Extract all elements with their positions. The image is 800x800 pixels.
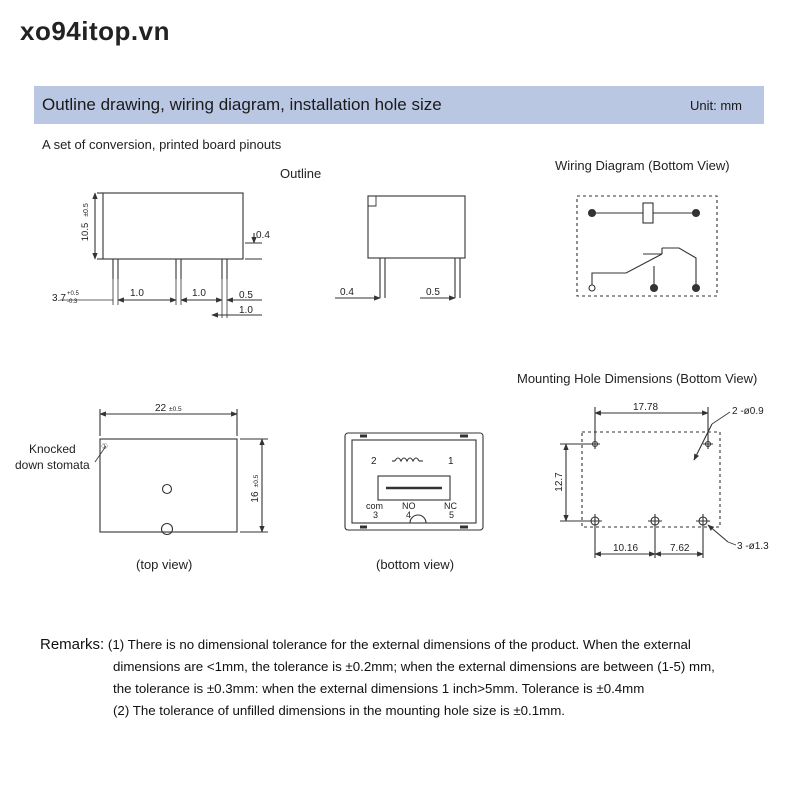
coil-glyph [395, 458, 419, 461]
top-hole-1 [163, 485, 172, 494]
pin-nc-label: NC [444, 501, 457, 511]
remarks-block [40, 634, 780, 722]
top-width-tol: ±0.5 [169, 406, 182, 413]
remarks-line-3: the tolerance is ±0.3mm: when the external dimensions 1 inch>5mm. Tolerance is ±0.4mm [113, 681, 645, 696]
pitch-a-text: 1.0 [130, 288, 144, 299]
relay-top-body [100, 439, 237, 532]
top-marker: ① [101, 442, 109, 451]
top-height-text: 16 [250, 491, 261, 503]
bottom-view-drawing [345, 433, 483, 530]
pin-width-a-text: 0.5 [239, 290, 253, 301]
side-spacing-text: 0.5 [426, 287, 440, 298]
pin-com-label: com [366, 501, 384, 511]
offset-tol-bottom: -0.3 [67, 299, 78, 305]
small-hole-2 [703, 439, 713, 449]
relay-body-front [103, 193, 243, 259]
unit-label: Unit: mm [690, 98, 742, 113]
pin-1-label: 1 [448, 456, 454, 467]
pin-4-label: 4 [406, 510, 412, 520]
dim-b1-text: 10.16 [613, 543, 639, 554]
pin-no-label: NO [402, 501, 416, 511]
remarks-line-2: dimensions are <1mm, the tolerance is ±0.2mm; when the external dimensions are between (1-5) mm, [113, 659, 715, 674]
dim-b2-text: 7.62 [670, 543, 690, 554]
large-hole-2 [648, 514, 662, 528]
top-hole-2 [162, 524, 173, 535]
bottom-notch [410, 515, 426, 523]
mounting-label: Mounting Hole Dimensions (Bottom View) [517, 371, 758, 386]
wiring-diagram [577, 196, 717, 296]
outline-label: Outline [280, 166, 322, 181]
brand-watermark: xo94itop.vn [20, 16, 170, 46]
dim-top-text: 17.78 [633, 402, 659, 413]
mounting-frame [582, 432, 720, 527]
height-tol-text: ±0.5 [83, 203, 90, 217]
coil-symbol [643, 203, 653, 223]
mounting-hole-drawing [560, 407, 736, 558]
relay-body-side [368, 196, 465, 258]
knocked-label-2: down stomata [15, 458, 90, 472]
pin-2-label: 2 [371, 456, 377, 467]
pin-3-label: 3 [373, 510, 379, 520]
remarks-line-1: (1) There is no dimensional tolerance for the external dimensions of the product. When the external [107, 637, 691, 652]
pin-5-label: 5 [449, 510, 455, 520]
pitch-b-text: 1.0 [192, 288, 206, 299]
pin-thickness-text: 0.4 [256, 230, 270, 241]
top-height-tol: ±0.5 [253, 474, 260, 488]
front-pins [113, 259, 227, 279]
outline-side-view [335, 196, 465, 298]
large-hole-3 [696, 514, 710, 528]
bottom-view-caption: (bottom view) [376, 557, 455, 572]
top-width-text: 22 [155, 403, 167, 414]
top-view-drawing [95, 409, 268, 535]
subtitle: A set of conversion, printed board pinouts [42, 137, 282, 152]
height-dim-text: 10.5 [80, 222, 91, 242]
dim-left-text: 12.7 [554, 472, 565, 492]
callout-large-text: 3 -ø1.3 [737, 541, 769, 552]
top-view-caption: (top view) [136, 557, 193, 572]
side-pin-text: 0.4 [340, 287, 354, 298]
remarks-heading: Remarks: [40, 636, 105, 653]
large-hole-1 [588, 514, 602, 528]
remarks-line-4: (2) The tolerance of unfilled dimensions in the mounting hole size is ±0.1mm. [113, 703, 565, 718]
small-hole-1 [590, 439, 600, 449]
switch-arm [592, 254, 662, 288]
knocked-label-1: Knocked [29, 442, 76, 456]
offset-tol-top: +0.5 [67, 291, 79, 297]
section-title: Outline drawing, wiring diagram, installation hole size [42, 95, 442, 114]
wiring-label: Wiring Diagram (Bottom View) [555, 158, 730, 173]
outline-front-view [60, 193, 262, 318]
offset-dim-text: 3.7 [52, 293, 66, 304]
pin-width-b-text: 1.0 [239, 305, 253, 316]
callout-small-text: 2 -ø0.9 [732, 406, 764, 417]
